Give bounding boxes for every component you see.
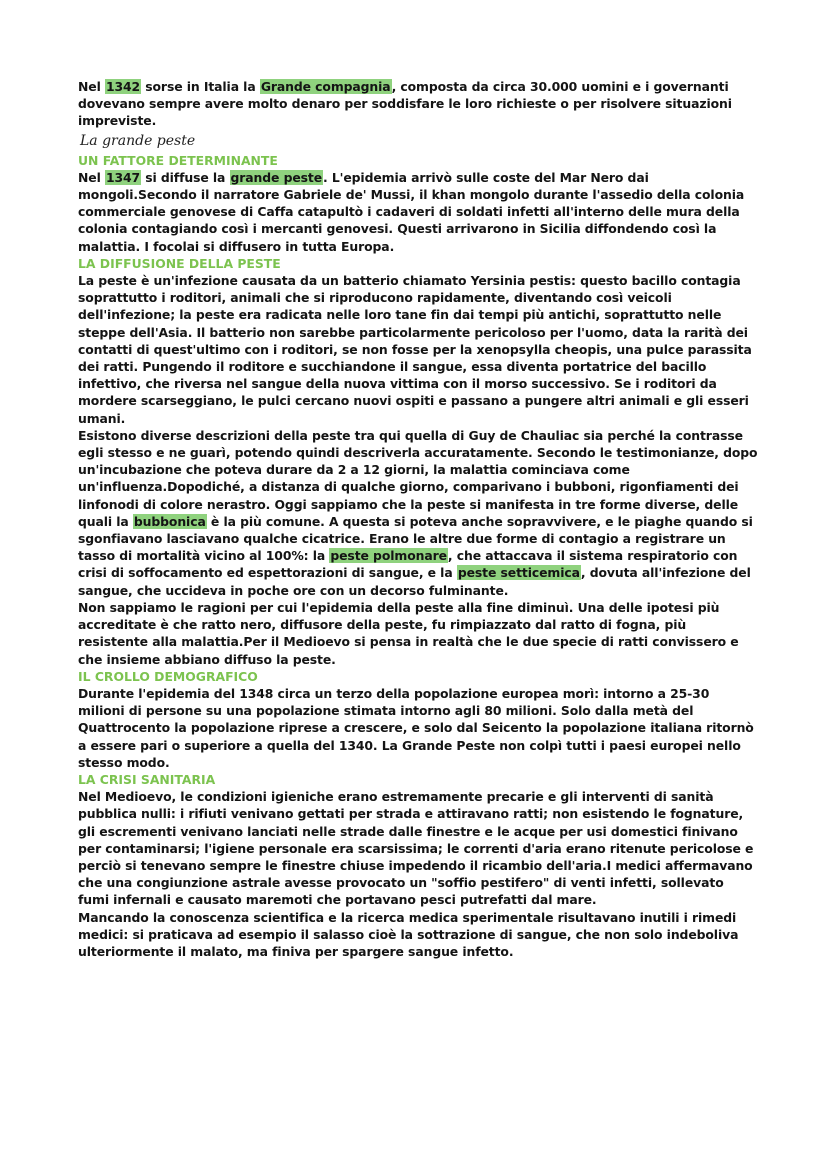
paragraph-crisi-1: Nel Medioevo, le condizioni igieniche erano estremamente precarie e gli interventi di sanità pubblica nulli: i rifiuti venivano gettati per strada e attiravano ratti; non esistendo le fognature, gli escrementi venivano lanciati nelle strade dalle finestre e le acque per usi domestici finivano per contaminarsi; l'igiene personale era scarsissima; le correnti d'aria erano ritenute pericolose e perciò si tenevano sempre le finestre chiuse impedendo il ricambio dell'aria.I medici affermavano che una congiunzione astrale avesse provocato un "soffio pestifero" di venti infetti, sollevato fumi infernali e causato maremoti che portavano pesci putrefatti dal mare. bbox=[78, 789, 754, 908]
paragraph-diffusione-3: Non sappiamo le ragioni per cui l'epidemia della peste alla fine diminuì. Una delle ipotesi più accreditate è che ratto nero, diffusore della peste, fu rimpiazzato dal ratto di fogna, più resistente alla malattia.Per il Medioevo si pensa in realtà che le due specie di ratti convissero e che insieme abbiano diffuso la peste. bbox=[78, 599, 739, 667]
paragraph-diffusione-1: La peste è un'infezione causata da un batterio chiamato Yersinia pestis: questo bacillo contagia soprattutto i roditori, animali che si riproducono rapidamente, diventando così veicoli dell'infezione; la peste era radicata nelle loro tane fin dai tempi più antichi, soprattutto nelle steppe dell'Asia. Il batterio non sarebbe particolarmente pericoloso per l'uomo, data la rarità dei contatti di quest'ultimo con i roditori, se non fosse per la xenopsylla cheopis, una pulce parassita dei ratti. Pungendo il roditore e succhiandone il sangue, essa diventa portatrice del bacillo infettivo, che riversa nel sangue della nuova vittima con il morso successivo. Se i roditori da mordere scarseggiano, le pulci cercano nuovi ospiti e passano a pungere altri animali e gli esseri umani. bbox=[78, 273, 752, 426]
handwritten-title: La grande peste bbox=[80, 132, 196, 149]
section-heading-crisi: LA CRISI SANITARIA bbox=[78, 771, 216, 787]
text-fragment: , che attaccava il sistema respiratorio con crisi di soffocamento ed espettorazioni di sangue, e la bbox=[78, 548, 738, 581]
paragraph-crollo: Durante l'epidemia del 1348 circa un terzo della popolazione europea morì: intorno a 25-30 milioni di persone su una popolazione stimata intorno agli 80 milioni. Solo dalla metà del Quattrocento la popolazione riprese a crescere, e solo dal Seicento la popolazione italiana ritornò a essere pari o superiore a quella del 1340. La Grande Peste non colpì tutti i paesi europei nello stesso modo. bbox=[78, 685, 754, 770]
intro-paragraph bbox=[78, 78, 758, 130]
text-fragment: è la più comune. A questa si poteva anche sopravvivere, e le piaghe quando si sgonfiavano lasciavano qualche cicatrice. Erano le altre due forme di contagio a registrare un tasso di mortalità vicino al 100%: la bbox=[78, 513, 753, 564]
text-fragment: Esistono diverse descrizioni della peste tra qui quella di Guy de Chauliac sia perché la contrasse egli stesso e ne guarì, potendo quindi descriverla accuratamente. Secondo le testimonianze, dopo un'incubazione che poteva durare da 2 a 12 giorni, la malattia cominciava come un'influenza.Dopodiché, a distanza di qualche giorno, comparivano i bubboni, rigonfiamenti dei linfonodi di colore nerastro. Oggi sappiamo che la peste si manifesta in tre forme diverse, delle quali la bbox=[78, 427, 758, 529]
text-fragment: si diffuse la bbox=[141, 169, 230, 185]
highlight-grande-compagnia: Grande compagnia bbox=[260, 79, 391, 94]
section-heading-fattore: UN FATTORE DETERMINANTE bbox=[78, 152, 278, 168]
highlight-year-1347: 1347 bbox=[105, 169, 141, 185]
section-heading-diffusione: LA DIFFUSIONE DELLA PESTE bbox=[78, 255, 281, 271]
highlight-year-1342: 1342 bbox=[105, 79, 141, 94]
text-fragment: , dovuta all'infezione del sangue, che uccideva in poche ore con un decorso fulminante. bbox=[78, 565, 751, 598]
highlight-peste-polmonare: peste polmonare bbox=[330, 548, 447, 564]
text-fragment: . L'epidemia arrivò sulle coste del Mar Nero dai mongoli.Secondo il narratore Gabriele de' Mussi, il khan mongolo durante l'assedio della colonia commerciale genovese di Caffa catapultò i cadaveri di soldati infetti all'interno delle mura della colonia contagiando così i mercanti genovesi. Questi arrivarono in Sicilia diffondendo così la malattia. I focolai si diffusero in tutta Europa. bbox=[78, 169, 745, 254]
document-page bbox=[78, 78, 758, 960]
section-heading-crollo: IL CROLLO DEMOGRAFICO bbox=[78, 668, 258, 684]
intro-text-2: , composta da circa 30.000 uomini e i governanti dovevano sempre avere molto denaro per soddisfare le loro richieste o per risolvere situazioni impreviste. bbox=[78, 79, 732, 129]
intro-prefix: Nel bbox=[78, 79, 105, 94]
highlight-peste-setticemica: peste setticemica bbox=[457, 565, 580, 581]
text-fragment: Nel bbox=[78, 169, 105, 185]
paragraph-crisi-2: Mancando la conoscenza scientifica e la ricerca medica sperimentale risultavano inutili i rimedi medici: si praticava ad esempio il salasso cioè la sottrazione di sangue, che non solo indeboliva ulteriormente il malato, ma finiva per spargere sangue infetto. bbox=[78, 909, 739, 959]
paragraph-diffusione-2 bbox=[78, 427, 758, 599]
paragraph-fattore bbox=[78, 169, 758, 255]
highlight-grande-peste: grande peste bbox=[230, 169, 323, 185]
highlight-bubbonica: bubbonica bbox=[133, 513, 206, 529]
intro-text-1: sorse in Italia la bbox=[141, 79, 260, 94]
